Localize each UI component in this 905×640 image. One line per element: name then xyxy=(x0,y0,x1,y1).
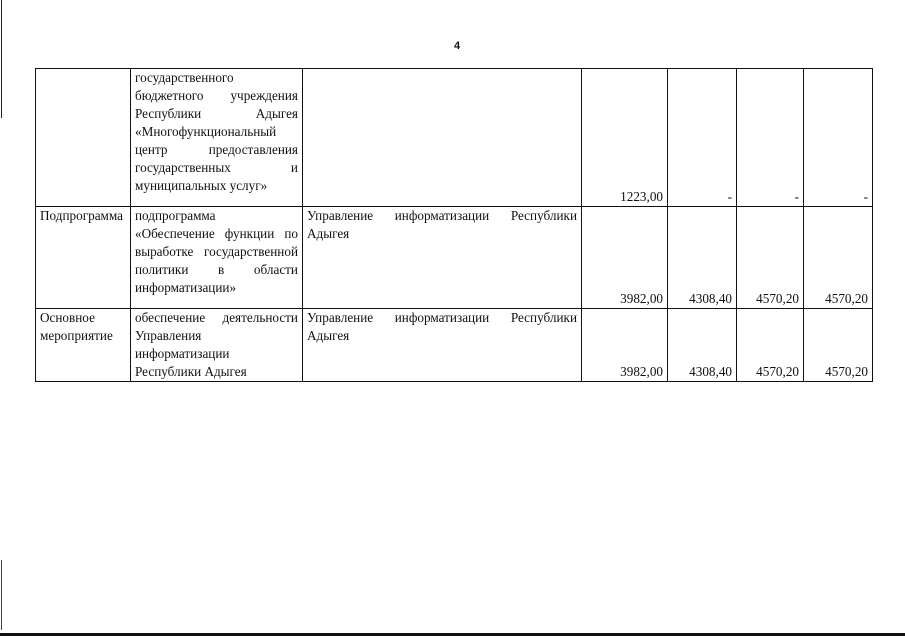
row-name-cell: государственного бюджетного учреждения Республики Адыгея «Многофункциональный центр предоставления государственных и муниципальных услуг» xyxy=(131,69,303,207)
row-name-cell: подпрограмма «Обеспечение функции по выработке государственной политики в области информатизации» xyxy=(131,207,303,309)
scan-edge-mark xyxy=(0,633,905,636)
value-cell: 1223,00 xyxy=(582,69,668,207)
value-cell: - xyxy=(668,69,737,207)
row-type-cell: Основное мероприятие xyxy=(36,309,131,382)
row-executor-cell: Управление информатизации Республики Адыгея xyxy=(303,309,582,382)
row-executor-cell: Управление информатизации Республики Адыгея xyxy=(303,207,582,309)
row-executor-cell xyxy=(303,69,582,207)
budget-table xyxy=(35,68,873,382)
value-cell: 3982,00 xyxy=(582,207,668,309)
table-row xyxy=(36,69,873,207)
value-cell: 4570,20 xyxy=(804,207,873,309)
row-name-cell: обеспечение деятельности Управления информатизации Республики Адыгея xyxy=(131,309,303,382)
value-cell: 4570,20 xyxy=(737,207,804,309)
value-cell: 4308,40 xyxy=(668,207,737,309)
value-cell: 4570,20 xyxy=(737,309,804,382)
row-type-cell: Подпрограмма xyxy=(36,207,131,309)
value-cell: 4570,20 xyxy=(804,309,873,382)
value-cell: 4308,40 xyxy=(668,309,737,382)
scan-edge-mark xyxy=(1,560,2,630)
value-cell: 3982,00 xyxy=(582,309,668,382)
scan-edge-mark xyxy=(1,0,2,118)
table-row xyxy=(36,207,873,309)
row-type-cell xyxy=(36,69,131,207)
value-cell: - xyxy=(804,69,873,207)
page-number: 4 xyxy=(454,40,461,52)
table-row xyxy=(36,309,873,382)
value-cell: - xyxy=(737,69,804,207)
